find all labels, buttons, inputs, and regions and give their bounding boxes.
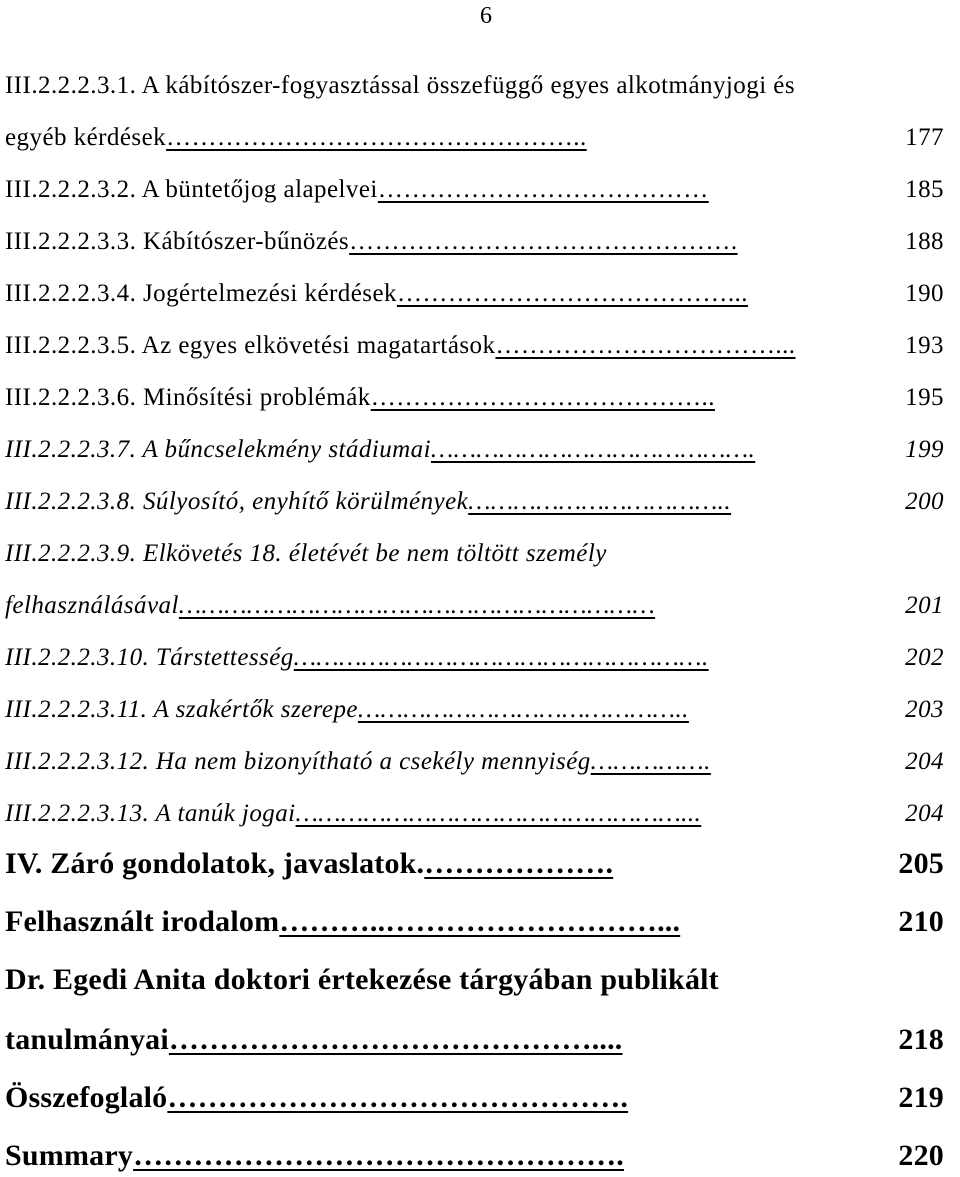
toc-leader: …………………………………………. xyxy=(133,1139,624,1172)
toc-leader: ……………………………………. xyxy=(431,436,756,463)
toc-leader: ………………………………………. xyxy=(167,1081,629,1114)
toc-entry-text: felhasználásával xyxy=(5,592,179,619)
toc-entry xyxy=(5,332,952,360)
toc-entry-text: III.2.2.2.3.11. A szakértők szerepe xyxy=(5,696,358,723)
toc-entry xyxy=(5,592,952,620)
toc-page-number: 202 xyxy=(905,644,944,671)
toc-entry-major xyxy=(5,1139,952,1173)
toc-entry xyxy=(5,800,952,828)
toc-leader: ………………………………………. xyxy=(349,228,738,255)
toc-entry-text: III.2.2.2.3.3. Kábítószer-bűnözés xyxy=(5,228,350,255)
toc-entry-major xyxy=(5,847,952,881)
toc-entry-text: III.2.2.2.3.10. Társtettesség xyxy=(5,644,294,671)
toc-entry-text: III.2.2.2.3.4. Jogértelmezési kérdések xyxy=(5,280,397,307)
toc-leader: ………………………………….. xyxy=(370,384,715,411)
toc-page-number: 185 xyxy=(905,176,944,203)
toc-page-number: 201 xyxy=(905,592,944,619)
toc-leader: …………………………….. xyxy=(468,488,732,515)
toc-leader: ……………………………... xyxy=(495,332,796,359)
toc-leader: ……………………………………………………… xyxy=(178,592,656,619)
toc-entry-text: tanulmányai xyxy=(5,1023,169,1056)
toc-entry-text: Összefoglaló xyxy=(5,1081,168,1114)
toc-leader: ……………. xyxy=(590,748,711,775)
toc-entry-text: III.2.2.2.3.6. Minősítési problémák xyxy=(5,384,371,411)
toc-entry xyxy=(5,176,952,204)
toc-entry-text: Felhasznált irodalom xyxy=(5,905,280,938)
page-number: 6 xyxy=(480,3,492,29)
toc-leader: …………………………………….. xyxy=(357,696,689,723)
toc-entry-text: III.2.2.2.3.13. A tanúk jogai xyxy=(5,800,296,827)
toc-entry-text: III.2.2.2.3.7. A bűncselekmény stádiumai xyxy=(5,436,432,463)
toc-entry xyxy=(5,228,952,256)
toc-page-number: 219 xyxy=(898,1081,944,1114)
toc-entry-major xyxy=(5,1081,952,1115)
toc-page-number: 220 xyxy=(898,1139,944,1172)
toc-page-number: 199 xyxy=(905,436,944,463)
toc-page-number: 188 xyxy=(905,228,944,255)
toc-leader: ………..………………………... xyxy=(279,905,681,938)
toc-entry-text: III.2.2.2.3.9. Elkövetés 18. életévét be nem töltött személy xyxy=(5,540,607,567)
toc-entry xyxy=(5,280,952,308)
toc-page-number: 200 xyxy=(905,488,944,515)
toc-leader: ……………………………………………... xyxy=(295,800,702,827)
toc-leader: ………………. xyxy=(424,847,614,880)
toc-entry-text: III.2.2.2.3.1. A kábítószer-fogyasztással összefüggő egyes alkotmányjogi és xyxy=(5,72,796,99)
toc-entry xyxy=(5,644,952,672)
toc-entry xyxy=(5,384,952,412)
toc-leader: ………………………………………….. xyxy=(166,124,587,151)
toc-entry xyxy=(5,488,952,516)
toc-page-number: 195 xyxy=(905,384,944,411)
toc-leader: …………………………………….... xyxy=(168,1023,623,1056)
toc-entry xyxy=(5,436,952,464)
toc-entry xyxy=(5,696,952,724)
toc-page-number: 203 xyxy=(905,696,944,723)
toc-entry-text: III.2.2.2.3.12. Ha nem bizonyítható a csekély mennyiség xyxy=(5,748,591,775)
toc-entry-text: III.2.2.2.3.5. Az egyes elkövetési magatartások xyxy=(5,332,496,359)
toc-leader: ………………………………… xyxy=(377,176,709,203)
toc-page-number: 204 xyxy=(905,748,944,775)
toc-page-number: 204 xyxy=(905,800,944,827)
toc-leader: …………………………………... xyxy=(396,280,748,307)
toc-entry-text: IV. Záró gondolatok, javaslatok. xyxy=(5,847,425,880)
toc-entry xyxy=(5,748,952,776)
toc-page-number: 177 xyxy=(905,124,944,151)
toc-page-number: 193 xyxy=(905,332,944,359)
toc-entry-major xyxy=(5,905,952,939)
toc-entry xyxy=(5,124,952,152)
toc-page-number: 205 xyxy=(898,847,944,880)
toc-entry xyxy=(5,540,607,568)
toc-leader: ………………………………………………. xyxy=(293,644,709,671)
toc-entry-major xyxy=(5,1023,952,1057)
toc-page-number: 190 xyxy=(905,280,944,307)
toc-entry-text: Summary xyxy=(5,1139,134,1172)
toc-entry-text: III.2.2.2.3.2. A büntetőjog alapelvei xyxy=(5,176,378,203)
toc-entry-text: III.2.2.2.3.8. Súlyosító, enyhítő körülmények xyxy=(5,488,469,515)
toc-entry xyxy=(5,72,795,100)
toc-entry-text: egyéb kérdések xyxy=(5,124,167,151)
toc-page-number: 218 xyxy=(898,1023,944,1056)
toc-entry-text: Dr. Egedi Anita doktori értekezése tárgyában publikált xyxy=(5,963,719,996)
toc-entry-major xyxy=(5,963,719,997)
toc-page-number: 210 xyxy=(898,905,944,938)
